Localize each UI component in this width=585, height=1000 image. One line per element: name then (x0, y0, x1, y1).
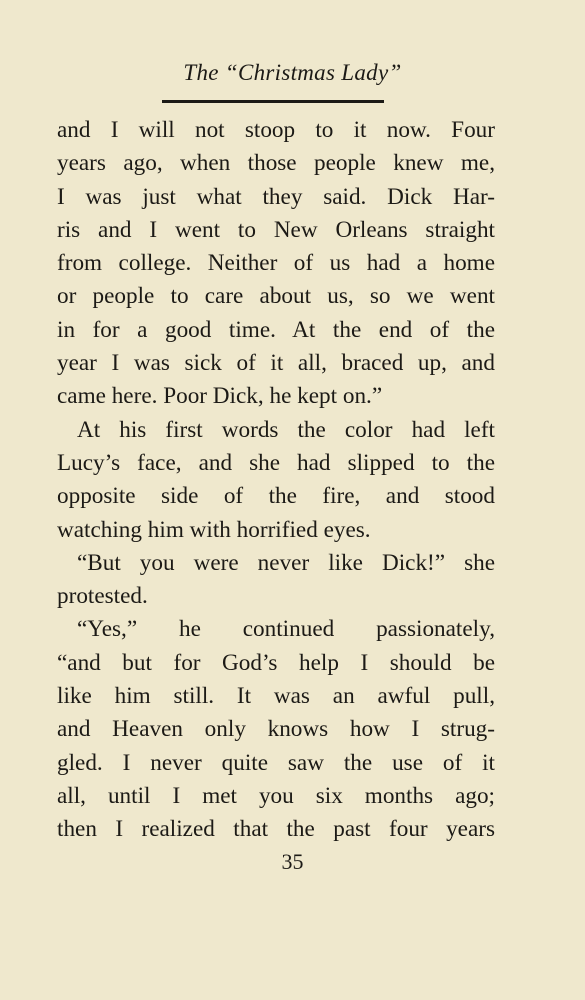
text-line: “But you were never like Dick!” she (77, 549, 495, 576)
text-line: from college. Neither of us had a home (57, 250, 495, 277)
text-line: opposite side of the fire, and stood (57, 483, 495, 510)
running-head: The “Christmas Lady” (183, 60, 402, 85)
text-line: ris and I went to New Orleans straight (57, 216, 495, 243)
text-line: all, until I met you six months ago; (57, 782, 495, 809)
text-line: then I realized that the past four years (57, 816, 495, 843)
page-number: 35 (281, 849, 304, 874)
text-line: and I will not stoop to it now. Four (57, 117, 495, 143)
text-line: came here. Poor Dick, he kept on.” (57, 383, 383, 410)
text-line: “Yes,” he continued passionately, (77, 616, 495, 643)
text-line: years ago, when those people knew me, (57, 150, 495, 177)
text-line: “and but for God’s help I should be (57, 649, 495, 676)
text-line: At his first words the color had left (77, 416, 495, 443)
text-line: or people to care about us, so we went (57, 283, 495, 310)
text-line: watching him with horrified eyes. (57, 516, 371, 543)
text-line: like him still. It was an awful pull, (57, 683, 495, 710)
text-line: I was just what they said. Dick Har- (57, 183, 495, 210)
text-line: in for a good time. At the end of the (57, 316, 495, 343)
text-line: Lucy’s face, and she had slipped to the (57, 449, 495, 476)
body-text (57, 114, 495, 847)
text-line: and Heaven only knows how I strug- (57, 716, 495, 743)
text-line: protested. (57, 583, 148, 610)
header-rule (162, 100, 384, 103)
text-line: year I was sick of it all, braced up, and (57, 350, 495, 377)
text-line: gled. I never quite saw the use of it (57, 749, 495, 776)
